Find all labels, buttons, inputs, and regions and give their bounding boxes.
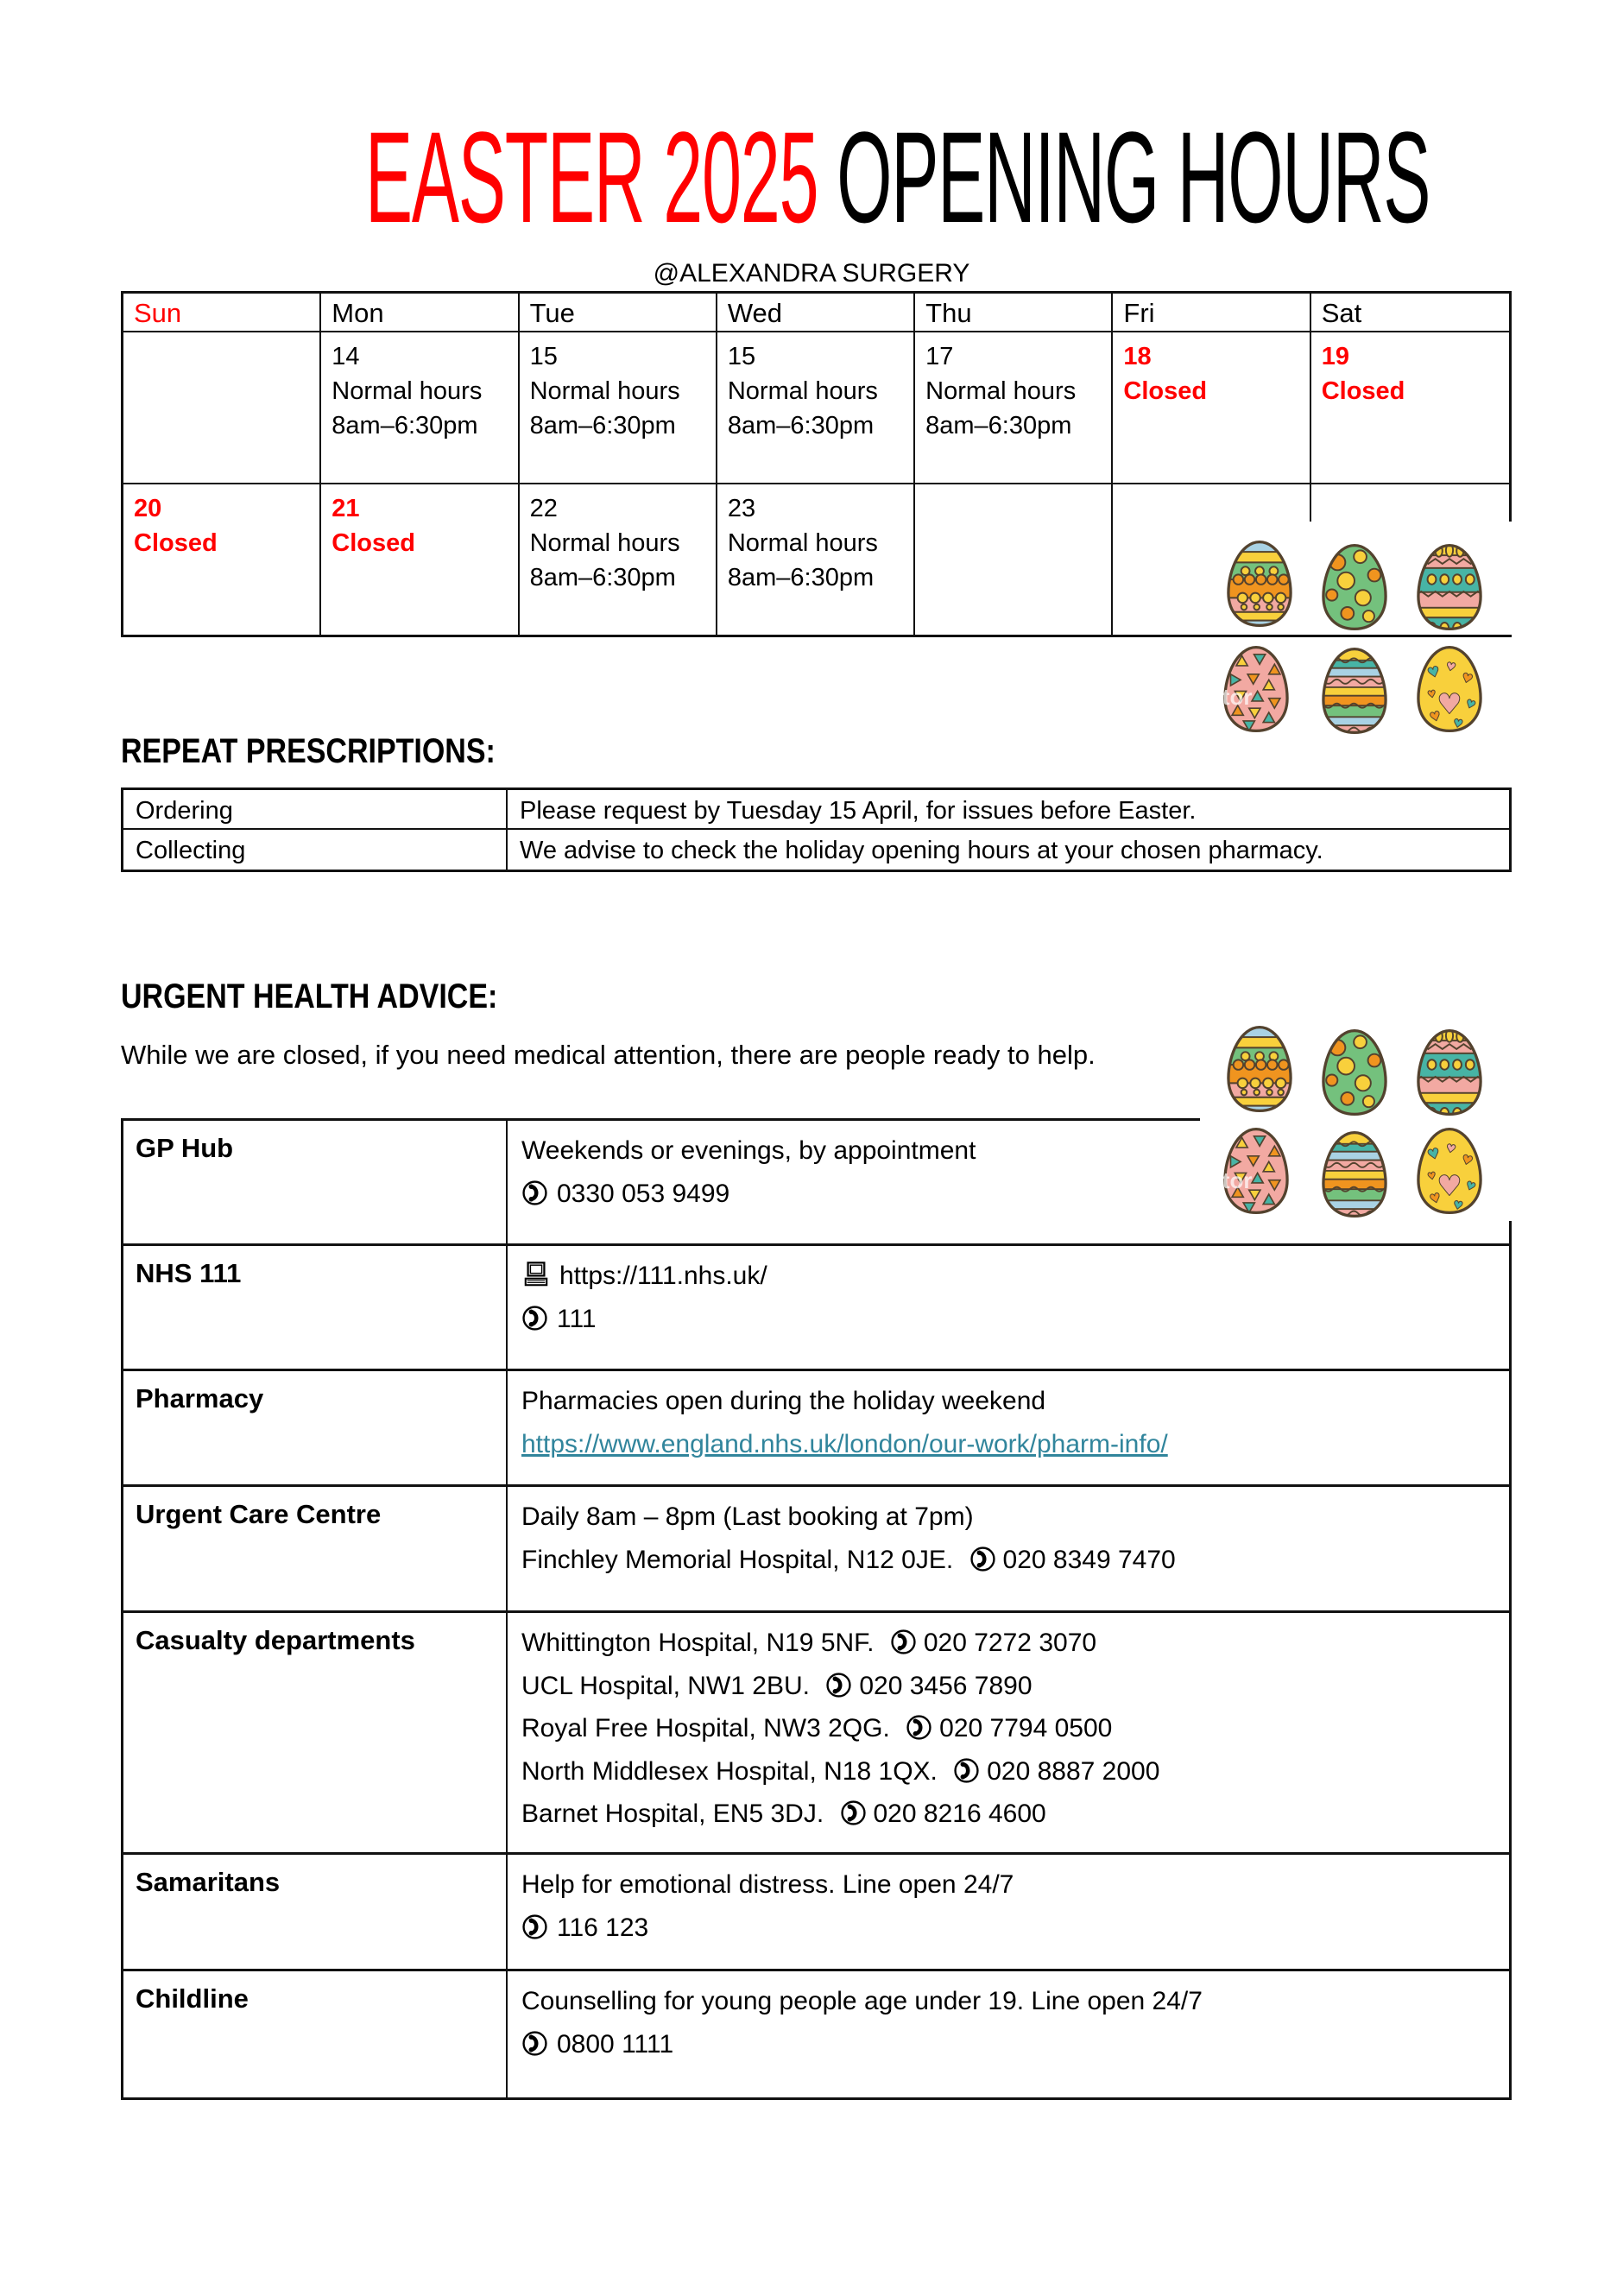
calendar-cell bbox=[915, 484, 1113, 635]
phone-in-circle-icon bbox=[969, 1546, 996, 1572]
title-opening-hours: OPENING HOURS bbox=[837, 104, 1430, 250]
easter-egg-zigzag-icon bbox=[1414, 1026, 1485, 1119]
row-content-nhs-111 bbox=[508, 1246, 1509, 1371]
hospital-line: Royal Free Hospital, NW3 2QG. 020 7794 0500 bbox=[521, 1714, 1113, 1743]
repeat-prescriptions-heading: REPEAT PRESCRIPTIONS: bbox=[121, 732, 496, 770]
computer-icon bbox=[521, 1261, 551, 1288]
day-header-sun: Sun bbox=[123, 294, 321, 332]
advice-intro-text: While we are closed, if you need medical attention, there are people ready to help. bbox=[121, 1040, 1096, 1070]
calendar-cell-closed: 21 Closed bbox=[321, 484, 519, 635]
childline-info: Counselling for young people age under 19. Line open 24/7 bbox=[521, 1987, 1203, 2015]
ucc-hours: Daily 8am – 8pm (Last booking at 7pm) bbox=[521, 1502, 974, 1531]
row-label-pharmacy: Pharmacy bbox=[123, 1371, 508, 1487]
phone-in-circle-icon bbox=[953, 1757, 980, 1784]
page-title bbox=[365, 97, 1430, 259]
easter-egg-zigzag-icon bbox=[1414, 541, 1485, 634]
row-content-pharmacy bbox=[508, 1371, 1509, 1487]
row-label-casualty-departments: Casualty departments bbox=[123, 1613, 508, 1855]
easter-egg-green-dots-icon bbox=[1319, 541, 1390, 634]
urgent-health-advice-heading: URGENT HEALTH ADVICE: bbox=[121, 977, 498, 1015]
ucc-address: Finchley Memorial Hospital, N12 0JE. bbox=[521, 1545, 961, 1574]
phone-in-circle-icon bbox=[521, 2030, 548, 2057]
calendar-cell: 15 Normal hours 8am–6:30pm bbox=[520, 332, 717, 484]
calendar-cell: 17 Normal hours 8am–6:30pm bbox=[915, 332, 1113, 484]
stock-watermark: ptor bbox=[1209, 1167, 1253, 1193]
gp-hub-phone: 0330 053 9499 bbox=[557, 1179, 730, 1208]
phone-in-circle-icon bbox=[906, 1714, 932, 1741]
phone-in-circle-icon bbox=[521, 1913, 548, 1940]
calendar-cell bbox=[123, 332, 321, 484]
phone-in-circle-icon bbox=[840, 1799, 867, 1826]
calendar-cell-closed: 20 Closed bbox=[123, 484, 321, 635]
surgery-name: @ALEXANDRA SURGERY bbox=[653, 259, 970, 288]
prescriptions-table bbox=[121, 787, 1512, 872]
calendar-cell: 15 Normal hours 8am–6:30pm bbox=[717, 332, 915, 484]
day-header-sat: Sat bbox=[1311, 294, 1509, 332]
calendar-cell: 23 Normal hours 8am–6:30pm bbox=[717, 484, 915, 635]
gp-hub-availability: Weekends or evenings, by appointment bbox=[521, 1136, 976, 1165]
title-easter: EASTER 2025 bbox=[365, 104, 837, 250]
row-content-childline bbox=[508, 1971, 1509, 2097]
day-header-wed: Wed bbox=[717, 294, 915, 332]
phone-in-circle-icon bbox=[521, 1180, 548, 1206]
urgent-advice-table bbox=[121, 1118, 1512, 2100]
easter-egg-wavy-stripes-icon bbox=[1319, 644, 1390, 737]
row-content-samaritans bbox=[508, 1855, 1509, 1971]
nhs111-url: https://111.nhs.uk/ bbox=[559, 1262, 767, 1290]
calendar-cell-closed: 19 Closed bbox=[1311, 332, 1509, 484]
prescriptions-row-text: We advise to check the holiday opening hours at your chosen pharmacy. bbox=[520, 837, 1323, 864]
easter-egg-hearts-icon bbox=[1414, 1124, 1485, 1218]
row-label-urgent-care-centre: Urgent Care Centre bbox=[123, 1487, 508, 1613]
prescriptions-row-text: Please request by Tuesday 15 April, for issues before Easter. bbox=[508, 790, 1509, 830]
easter-egg-hearts-icon bbox=[1414, 642, 1485, 736]
calendar-cell: 22 Normal hours 8am–6:30pm bbox=[520, 484, 717, 635]
childline-phone: 0800 1111 bbox=[557, 2029, 674, 2059]
easter-egg-striped-icon bbox=[1224, 537, 1295, 630]
day-header-tue: Tue bbox=[520, 294, 717, 332]
ucc-phone: 020 8349 7470 bbox=[1002, 1545, 1176, 1574]
pharmacy-info: Pharmacies open during the holiday weekend bbox=[521, 1387, 1046, 1415]
row-content-casualty-departments bbox=[508, 1613, 1509, 1855]
prescriptions-row-label: Collecting bbox=[123, 830, 508, 870]
easter-egg-striped-icon bbox=[1224, 1022, 1295, 1116]
calendar-cell-closed: 18 Closed bbox=[1113, 332, 1310, 484]
stock-watermark: ptor bbox=[1209, 684, 1253, 710]
row-content-urgent-care-centre bbox=[508, 1487, 1509, 1613]
pharmacy-info-link[interactable]: https://www.england.nhs.uk/london/our-work/pharm-info/ bbox=[521, 1429, 1168, 1458]
row-label-samaritans: Samaritans bbox=[123, 1855, 508, 1971]
day-header-fri: Fri bbox=[1113, 294, 1310, 332]
phone-in-circle-icon bbox=[521, 1305, 548, 1331]
day-header-thu: Thu bbox=[915, 294, 1113, 332]
samaritans-info: Help for emotional distress. Line open 24/7 bbox=[521, 1870, 1014, 1899]
hospital-line: North Middlesex Hospital, N18 1QX. 020 8887 2000 bbox=[521, 1756, 1160, 1786]
easter-egg-wavy-stripes-icon bbox=[1319, 1128, 1390, 1221]
hospital-line: Barnet Hospital, EN5 3DJ. 020 8216 4600 bbox=[521, 1799, 1046, 1829]
calendar-cell: 14 Normal hours 8am–6:30pm bbox=[321, 332, 519, 484]
day-header-mon: Mon bbox=[321, 294, 519, 332]
phone-in-circle-icon bbox=[890, 1629, 917, 1655]
row-label-nhs-111: NHS 111 bbox=[123, 1246, 508, 1371]
phone-in-circle-icon bbox=[825, 1672, 852, 1698]
row-label-childline: Childline bbox=[123, 1971, 508, 2097]
easter-egg-green-dots-icon bbox=[1319, 1026, 1390, 1119]
row-label-gp-hub: GP Hub bbox=[123, 1121, 508, 1246]
samaritans-phone: 116 123 bbox=[557, 1913, 649, 1942]
hospital-line: UCL Hospital, NW1 2BU. 020 3456 7890 bbox=[521, 1671, 1033, 1700]
hospital-line: Whittington Hospital, N19 5NF. 020 7272 3070 bbox=[521, 1629, 1097, 1657]
prescriptions-row-label: Ordering bbox=[123, 790, 508, 830]
nhs111-phone: 111 bbox=[557, 1304, 597, 1333]
